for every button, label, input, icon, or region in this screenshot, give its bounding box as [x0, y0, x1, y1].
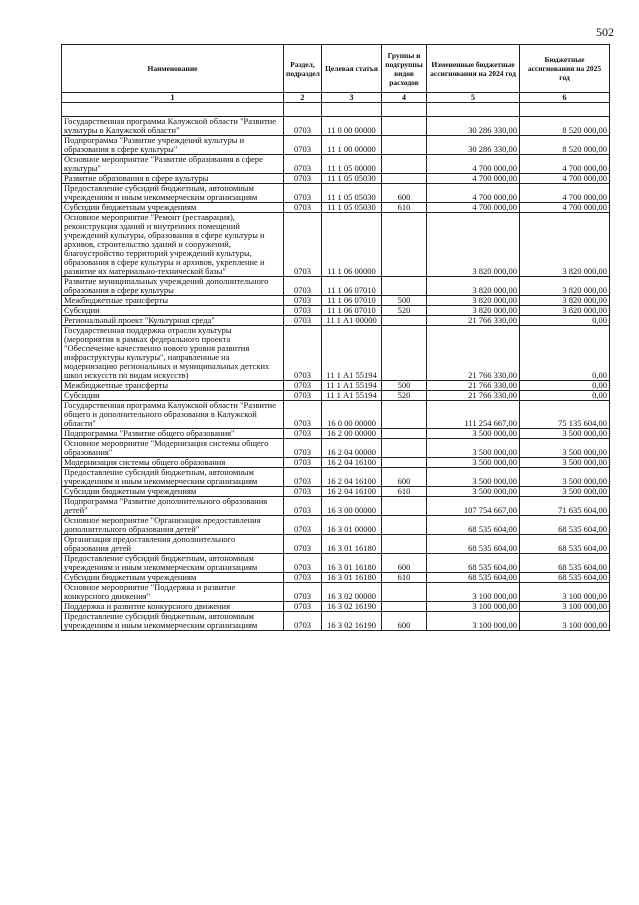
cell-name: Развитие муниципальных учреждений дополнительного образования в сфере культуры [62, 277, 284, 296]
cell-target: 11 1 06 07010 [322, 277, 382, 296]
table-row [62, 326, 610, 381]
cell-name: Субсидии бюджетным учреждениям [62, 203, 284, 213]
cell-group: 600 [382, 554, 427, 573]
cell-amended-2024: 3 100 000,00 [427, 583, 520, 602]
table-row [62, 497, 610, 516]
cell-group [382, 497, 427, 516]
cell-amended-2024: 3 820 000,00 [427, 277, 520, 296]
header-name: Наименование [62, 45, 284, 93]
cell-section: 0703 [284, 573, 322, 583]
cell-section: 0703 [284, 117, 322, 136]
cell-budget-2025: 0,00 [520, 381, 610, 391]
cell-budget-2025: 0,00 [520, 391, 610, 401]
cell-target: 16 3 01 16180 [322, 554, 382, 573]
cell-section: 0703 [284, 468, 322, 487]
cell-amended-2024: 4 700 000,00 [427, 203, 520, 213]
table-row [62, 117, 610, 136]
cell-target: 16 2 04 16100 [322, 487, 382, 497]
cell-target: 16 3 01 00000 [322, 516, 382, 535]
cell-name [62, 103, 284, 117]
cell-name: Подпрограмма "Развитие учреждений культуры и образования в сфере культуры" [62, 136, 284, 155]
table-row [62, 516, 610, 535]
table-row [62, 602, 610, 612]
cell-section: 0703 [284, 213, 322, 277]
table-row [62, 535, 610, 554]
cell-group [382, 439, 427, 458]
cell-budget-2025: 0,00 [520, 326, 610, 381]
cell-group: 610 [382, 573, 427, 583]
cell-name: Межбюджетные трансферты [62, 296, 284, 306]
cell-target: 11 1 05 05030 [322, 174, 382, 184]
cell-group: 610 [382, 487, 427, 497]
cell-amended-2024: 68 535 604,00 [427, 573, 520, 583]
budget-table [61, 44, 610, 631]
cell-section: 0703 [284, 184, 322, 203]
cell-section: 0703 [284, 316, 322, 326]
cell-group: 600 [382, 184, 427, 203]
cell-amended-2024: 3 500 000,00 [427, 439, 520, 458]
cell-budget-2025: 68 535 604,00 [520, 516, 610, 535]
cell-name: Предоставление субсидий бюджетным, автономным учреждениям и иным некоммерческим организациям [62, 554, 284, 573]
cell-budget-2025: 68 535 604,00 [520, 554, 610, 573]
cell-group: 600 [382, 468, 427, 487]
cell-name: Предоставление субсидий бюджетным, автономным учреждениям и иным некоммерческим организациям [62, 184, 284, 203]
cell-budget-2025: 3 500 000,00 [520, 487, 610, 497]
cell-target: 16 2 04 16100 [322, 468, 382, 487]
cell-amended-2024 [427, 103, 520, 117]
cell-name: Государственная программа Калужской области "Развитие общего и дополнительного образования в Калужской области" [62, 401, 284, 429]
cell-budget-2025: 4 700 000,00 [520, 155, 610, 174]
table-row [62, 391, 610, 401]
table-row [62, 429, 610, 439]
table-row [62, 401, 610, 429]
table-row [62, 583, 610, 602]
cell-amended-2024: 111 254 667,00 [427, 401, 520, 429]
header-amended-2024: Измененные бюджетные ассигнования на 2024 год [427, 45, 520, 93]
cell-amended-2024: 3 100 000,00 [427, 612, 520, 631]
cell-group [382, 516, 427, 535]
cell-amended-2024: 3 500 000,00 [427, 487, 520, 497]
cell-group: 520 [382, 306, 427, 316]
cell-target: 16 0 00 00000 [322, 401, 382, 429]
cell-target: 11 1 А1 00000 [322, 316, 382, 326]
cell-amended-2024: 68 535 604,00 [427, 535, 520, 554]
cell-budget-2025: 3 820 000,00 [520, 296, 610, 306]
cell-group [382, 155, 427, 174]
cell-section: 0703 [284, 174, 322, 184]
table-body [62, 103, 610, 631]
cell-section: 0703 [284, 381, 322, 391]
cell-name: Основное мероприятие "Ремонт (реставрация), реконструкция зданий и внутренних помещений учреждений культуры, образования в сфере культуры и архивов, строительство зданий и сооружений, благоустройство территорий учреждений культуры, образования в сфере культуры и архивов, укрепление и развитие их материально-технической базы" [62, 213, 284, 277]
cell-name: Субсидии [62, 391, 284, 401]
cell-name: Модернизация системы общего образования [62, 458, 284, 468]
cell-name: Основное мероприятие "Организация предоставления дополнительного образования детей" [62, 516, 284, 535]
cell-section: 0703 [284, 612, 322, 631]
cell-target: 11 1 06 00000 [322, 213, 382, 277]
cell-budget-2025: 3 820 000,00 [520, 306, 610, 316]
cell-group [382, 117, 427, 136]
column-number: 3 [322, 93, 382, 103]
table-row [62, 155, 610, 174]
cell-group [382, 458, 427, 468]
cell-name: Основное мероприятие "Развитие образования в сфере культуры" [62, 155, 284, 174]
cell-target: 11 1 05 00000 [322, 155, 382, 174]
column-number: 5 [427, 93, 520, 103]
cell-target: 16 3 01 16180 [322, 573, 382, 583]
column-number: 1 [62, 93, 284, 103]
cell-group [382, 429, 427, 439]
cell-target: 11 1 06 07010 [322, 296, 382, 306]
cell-budget-2025: 3 820 000,00 [520, 277, 610, 296]
cell-budget-2025: 68 535 604,00 [520, 573, 610, 583]
table-row [62, 203, 610, 213]
cell-target [322, 103, 382, 117]
cell-target: 11 1 А1 55194 [322, 391, 382, 401]
cell-name: Подпрограмма "Развитие общего образования" [62, 429, 284, 439]
cell-group [382, 316, 427, 326]
cell-name: Государственная программа Калужской области "Развитие культуры в Калужской области" [62, 117, 284, 136]
cell-amended-2024: 68 535 604,00 [427, 516, 520, 535]
cell-name: Субсидии [62, 306, 284, 316]
cell-name: Организация предоставления дополнительного образования детей [62, 535, 284, 554]
cell-budget-2025: 3 500 000,00 [520, 439, 610, 458]
table-row [62, 136, 610, 155]
cell-section: 0703 [284, 277, 322, 296]
table-row [62, 612, 610, 631]
cell-section: 0703 [284, 458, 322, 468]
column-number-row [62, 93, 610, 103]
table-row [62, 458, 610, 468]
cell-budget-2025: 8 520 000,00 [520, 117, 610, 136]
cell-target: 16 2 04 00000 [322, 439, 382, 458]
cell-name: Предоставление субсидий бюджетным, автономным учреждениям и иным некоммерческим организациям [62, 468, 284, 487]
cell-budget-2025: 4 700 000,00 [520, 184, 610, 203]
cell-section: 0703 [284, 296, 322, 306]
cell-section: 0703 [284, 401, 322, 429]
table-row [62, 213, 610, 277]
cell-section: 0703 [284, 155, 322, 174]
cell-amended-2024: 21 766 330,00 [427, 391, 520, 401]
cell-group [382, 277, 427, 296]
cell-target: 11 1 00 00000 [322, 136, 382, 155]
cell-amended-2024: 30 286 330,00 [427, 136, 520, 155]
cell-target: 16 3 02 00000 [322, 583, 382, 602]
cell-target: 11 1 05 05030 [322, 184, 382, 203]
cell-amended-2024: 3 500 000,00 [427, 468, 520, 487]
cell-group [382, 103, 427, 117]
cell-budget-2025: 68 535 604,00 [520, 535, 610, 554]
cell-group [382, 401, 427, 429]
cell-name: Субсидии бюджетным учреждениям [62, 487, 284, 497]
cell-amended-2024: 3 100 000,00 [427, 602, 520, 612]
table-row [62, 184, 610, 203]
cell-group: 500 [382, 381, 427, 391]
cell-section: 0703 [284, 583, 322, 602]
cell-budget-2025: 0,00 [520, 316, 610, 326]
cell-target: 16 3 01 16180 [322, 535, 382, 554]
cell-section: 0703 [284, 554, 322, 573]
cell-group: 610 [382, 203, 427, 213]
cell-name: Предоставление субсидий бюджетным, автономным учреждениям и иным некоммерческим организациям [62, 612, 284, 631]
cell-group [382, 326, 427, 381]
cell-amended-2024: 21 766 330,00 [427, 381, 520, 391]
table-row [62, 381, 610, 391]
table-row [62, 306, 610, 316]
cell-group: 600 [382, 612, 427, 631]
cell-name: Основное мероприятие "Модернизация системы общего образования" [62, 439, 284, 458]
table-row [62, 103, 610, 117]
cell-name: Региональный проект "Культурная среда" [62, 316, 284, 326]
header-section: Раздел, подраздел [284, 45, 322, 93]
cell-group: 500 [382, 296, 427, 306]
cell-name: Развитие образования в сфере культуры [62, 174, 284, 184]
cell-group [382, 174, 427, 184]
table-row [62, 296, 610, 306]
cell-name: Субсидии бюджетным учреждениям [62, 573, 284, 583]
table-row [62, 573, 610, 583]
header-group: Группы и подгруппы видов расходов [382, 45, 427, 93]
cell-budget-2025: 4 700 000,00 [520, 203, 610, 213]
cell-target: 16 2 04 16100 [322, 458, 382, 468]
cell-group: 520 [382, 391, 427, 401]
cell-target: 11 1 А1 55194 [322, 381, 382, 391]
cell-amended-2024: 3 500 000,00 [427, 429, 520, 439]
cell-group [382, 602, 427, 612]
cell-amended-2024: 4 700 000,00 [427, 174, 520, 184]
cell-amended-2024: 21 766 330,00 [427, 316, 520, 326]
cell-budget-2025: 75 135 604,00 [520, 401, 610, 429]
cell-amended-2024: 4 700 000,00 [427, 155, 520, 174]
page-number: 502 [596, 25, 614, 39]
cell-target: 16 2 00 00000 [322, 429, 382, 439]
table-row [62, 174, 610, 184]
cell-section: 0703 [284, 602, 322, 612]
cell-section: 0703 [284, 439, 322, 458]
cell-amended-2024: 3 820 000,00 [427, 296, 520, 306]
cell-budget-2025: 3 500 000,00 [520, 468, 610, 487]
column-number: 6 [520, 93, 610, 103]
cell-section: 0703 [284, 429, 322, 439]
cell-amended-2024: 3 500 000,00 [427, 458, 520, 468]
cell-name: Поддержка и развитие конкурсного движения [62, 602, 284, 612]
table-row [62, 487, 610, 497]
cell-section [284, 103, 322, 117]
cell-amended-2024: 3 820 000,00 [427, 213, 520, 277]
cell-amended-2024: 21 766 330,00 [427, 326, 520, 381]
cell-group [382, 213, 427, 277]
cell-group [382, 136, 427, 155]
cell-section: 0703 [284, 306, 322, 316]
cell-target: 11 1 05 05030 [322, 203, 382, 213]
cell-amended-2024: 68 535 604,00 [427, 554, 520, 573]
cell-target: 16 3 00 00000 [322, 497, 382, 516]
header-budget-2025: Бюджетные ассигнования на 2025 год [520, 45, 610, 93]
table-row [62, 554, 610, 573]
cell-budget-2025: 71 635 604,00 [520, 497, 610, 516]
cell-budget-2025 [520, 103, 610, 117]
header-row [62, 45, 610, 93]
table-row [62, 468, 610, 487]
cell-section: 0703 [284, 136, 322, 155]
cell-budget-2025: 8 520 000,00 [520, 136, 610, 155]
cell-group [382, 583, 427, 602]
cell-budget-2025: 4 700 000,00 [520, 174, 610, 184]
cell-name: Основное мероприятие "Поддержка и развитие конкурсного движения" [62, 583, 284, 602]
column-number: 4 [382, 93, 427, 103]
cell-section: 0703 [284, 391, 322, 401]
cell-budget-2025: 3 820 000,00 [520, 213, 610, 277]
table-row [62, 277, 610, 296]
cell-budget-2025: 3 100 000,00 [520, 612, 610, 631]
table-row [62, 439, 610, 458]
cell-section: 0703 [284, 487, 322, 497]
cell-target: 11 1 А1 55194 [322, 326, 382, 381]
cell-budget-2025: 3 100 000,00 [520, 583, 610, 602]
cell-section: 0703 [284, 326, 322, 381]
table-row [62, 316, 610, 326]
cell-budget-2025: 3 100 000,00 [520, 602, 610, 612]
cell-target: 16 3 02 16190 [322, 602, 382, 612]
cell-name: Подпрограмма "Развитие дополнительного образования детей" [62, 497, 284, 516]
header-target: Целевая статья [322, 45, 382, 93]
cell-target: 11 1 06 07010 [322, 306, 382, 316]
cell-budget-2025: 3 500 000,00 [520, 458, 610, 468]
cell-group [382, 535, 427, 554]
cell-target: 11 0 00 00000 [322, 117, 382, 136]
column-number: 2 [284, 93, 322, 103]
cell-name: Межбюджетные трансферты [62, 381, 284, 391]
cell-name: Государственная поддержка отрасли культуры (мероприятия в рамках федерального проекта "Обеспечение качественно нового уровня развития инфраструктуры культуры", направленные на модернизацию региональных и муниципальных детских школ искусств по видам искусств) [62, 326, 284, 381]
cell-amended-2024: 30 286 330,00 [427, 117, 520, 136]
cell-section: 0703 [284, 535, 322, 554]
cell-target: 16 3 02 16190 [322, 612, 382, 631]
cell-section: 0703 [284, 497, 322, 516]
cell-amended-2024: 107 754 667,00 [427, 497, 520, 516]
cell-amended-2024: 3 820 000,00 [427, 306, 520, 316]
cell-budget-2025: 3 500 000,00 [520, 429, 610, 439]
cell-section: 0703 [284, 203, 322, 213]
cell-section: 0703 [284, 516, 322, 535]
cell-amended-2024: 4 700 000,00 [427, 184, 520, 203]
